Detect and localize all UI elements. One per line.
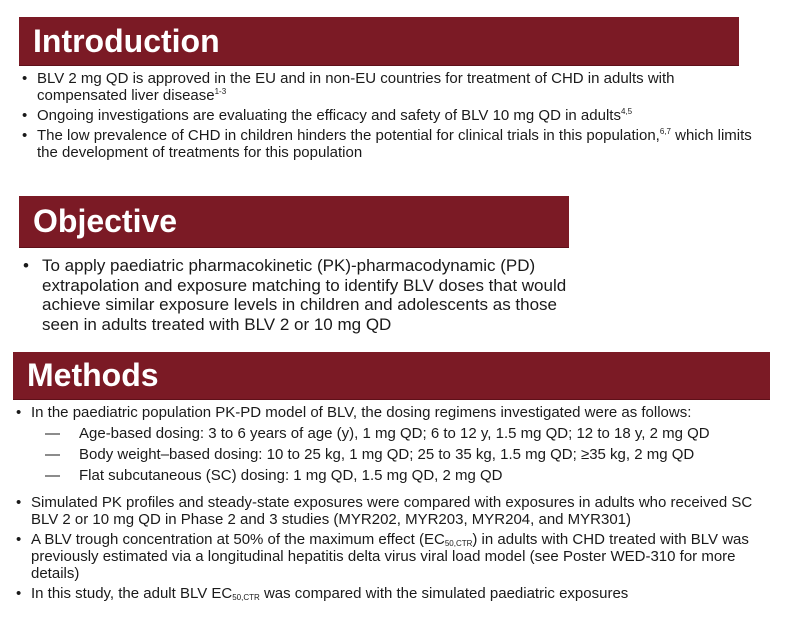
objective-title: Objective [33,203,178,239]
methods-bullet-3 [14,531,779,582]
methods-title: Methods [27,357,159,393]
ec50-subscript-2: 50,CTR [232,593,260,602]
methods-bullet-3-text-b: ) in adults with CHD treated with BLV was previously estimated via a longitudinal hepatitis delta virus viral load model (see Poster WED-310 for more details) [31,531,749,582]
methods-bullet-4-text-a: In this study, the adult BLV EC [31,585,233,602]
intro-bullet-3-text-b: which limits the development of treatments for this population [37,127,752,161]
methods-bullet-4 [14,585,779,602]
dosing-regimen-list [31,425,779,484]
intro-bullet-1-text: BLV 2 mg QD is approved in the EU and in non-EU countries for treatment of CHD in adults with compensated liver disease [37,70,675,104]
methods-heading [13,352,770,400]
objective-heading [19,196,569,248]
objective-section [20,256,580,337]
introduction-heading [19,17,739,66]
methods-bullet-2-text: Simulated PK profiles and steady-state exposures were compared with exposures in adults who received SC BLV 2 or 10 mg QD in Phase 2 and 3 studies (MYR202, MYR203, MYR204, and MYR301) [31,494,753,528]
intro-bullet-3-text-a: The low prevalence of CHD in children hinders the potential for clinical trials in this population, [37,127,660,144]
methods-bullet-1-text: In the paediatric population PK-PD model of BLV, the dosing regimens investigated were as follows: [31,404,692,421]
intro-bullet-2 [20,107,760,124]
intro-ref-3: 6,7 [659,127,671,136]
dosing-regimen-weight: — Body weight–based dosing: 10 to 25 kg, 1 mg QD; 25 to 35 kg, 1.5 mg QD; ≥35 kg, 2 mg QD [31,446,779,463]
ec50-subscript-1: 50,CTR [444,539,473,548]
dosing-regimen-flat: — Flat subcutaneous (SC) dosing: 1 mg QD, 1.5 mg QD, 2 mg QD [31,467,779,484]
intro-bullet-1 [20,70,760,104]
objective-bullet-1 [20,256,580,334]
methods-bullet-4-text-b: was compared with the simulated paediatric exposures [259,585,629,602]
intro-bullet-2-text: Ongoing investigations are evaluating the efficacy and safety of BLV 10 mg QD in adults [37,107,621,124]
intro-bullet-3 [20,127,760,161]
dosing-regimen-age: — Age-based dosing: 3 to 6 years of age (y), 1 mg QD; 6 to 12 y, 1.5 mg QD; 12 to 18 y, 2 mg QD [31,425,779,442]
objective-bullet-1-text: To apply paediatric pharmacokinetic (PK)-pharmacodynamic (PD) extrapolation and exposure matching to identify BLV doses that would achieve similar exposure levels in children and adolescents as those seen in adults treated with BLV 2 or 10 mg QD [42,256,567,334]
methods-bullet-3-text-a: A BLV trough concentration at 50% of the maximum effect (EC [31,531,445,548]
methods-bullet-1 [14,404,779,484]
methods-section [14,404,779,605]
introduction-section [20,70,760,164]
introduction-title: Introduction [33,22,220,59]
intro-ref-1: 1-3 [214,87,227,96]
methods-bullet-2 [14,494,779,528]
intro-ref-2: 4,5 [620,107,633,116]
